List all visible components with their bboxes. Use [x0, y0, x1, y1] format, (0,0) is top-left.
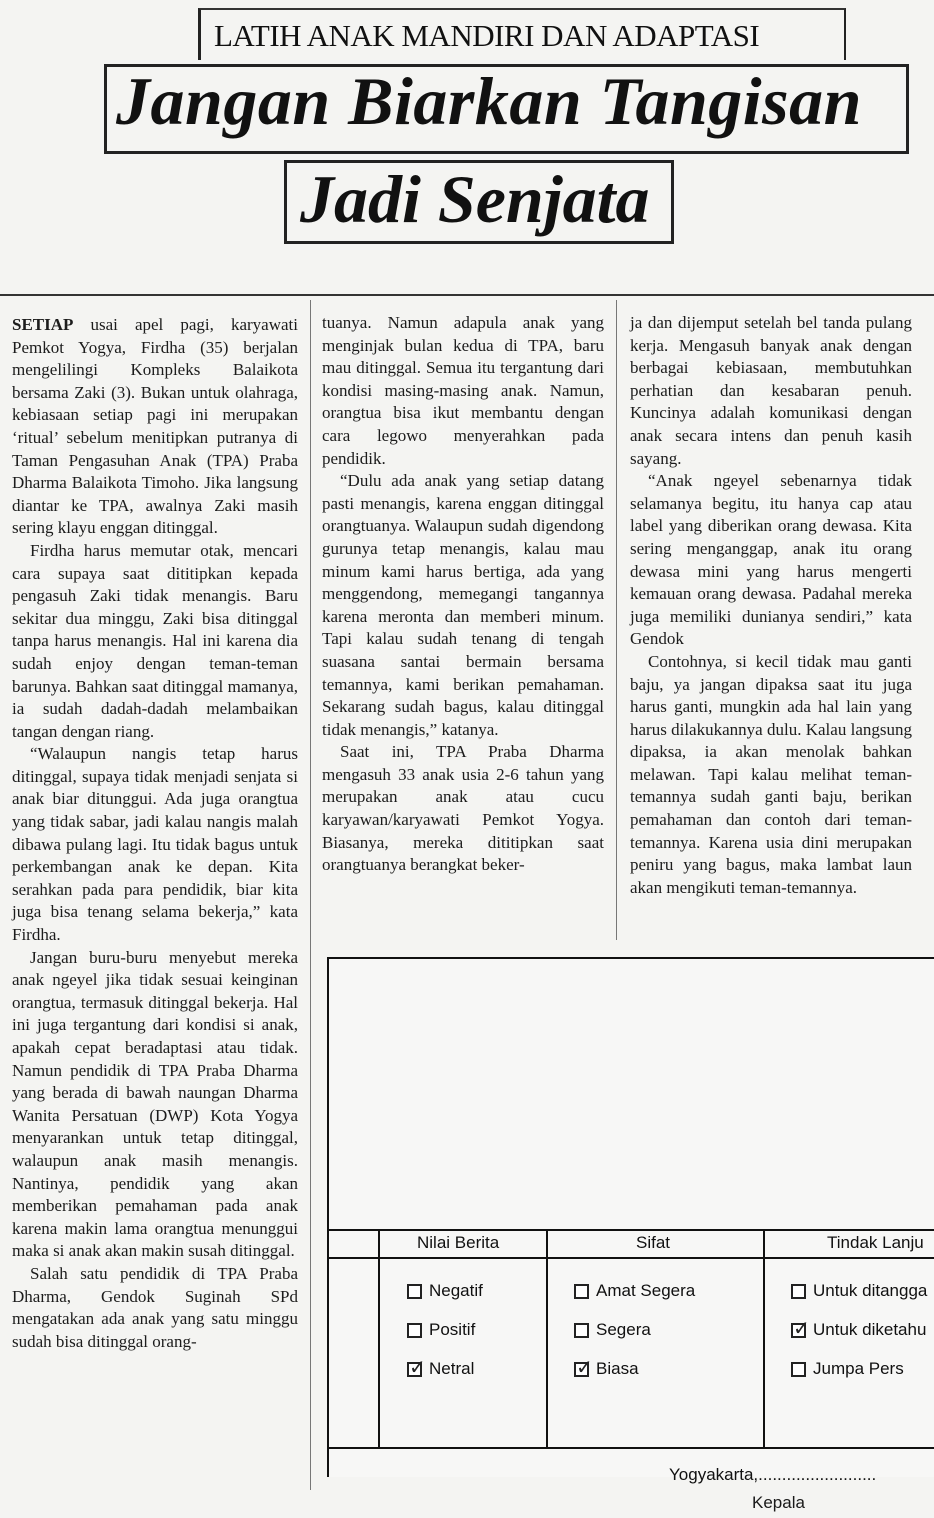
checkbox-checked[interactable] [574, 1356, 593, 1379]
article-column-2 [322, 312, 604, 877]
table-rule [329, 1257, 934, 1259]
paragraph: “Walaupun nangis tetap harus ditinggal, supaya tidak menjadi senjata si anak biar ditunggui. Ada juga orangtua yang tidak sabar, jadi kalau nangis malah dibawa pulang lagi. Itu tidak bagus untuk perkembangan anak ke depan. Kita serahkan pada para pendidik, biar kita juga bisa tenang selama bekerja,” kata Firdha. [12, 744, 298, 945]
headline-line2: Jadi Senjata [300, 161, 650, 237]
check-mark-icon: ✓ [576, 1356, 593, 1379]
check-mark-icon: ✓ [793, 1317, 810, 1340]
paragraph: Salah satu pendidik di TPA Praba Dharma, Gendok Suginah SPd mengatakan ada anak yang satu minggu sudah bisa ditinggal orang- [12, 1263, 298, 1351]
place-date: Yogyakarta,......................... [669, 1465, 877, 1484]
check-mark-icon: ✓ [409, 1356, 426, 1379]
checkbox-checked[interactable] [407, 1356, 426, 1379]
article-column-3 [630, 312, 912, 899]
paragraph: “Anak ngeyel sebenarnya tidak selamanya begitu, itu hanya cap atau label yang diberikan orang dewasa. Kita sering menganggap, anak itu orang dewasa mini yang harus mengerti kemauan orang dewasa. Padahal mereka juga memiliki dunianya sendiri,” kata Gendok [630, 471, 912, 649]
checkbox[interactable] [574, 1284, 589, 1299]
paragraph: “Dulu ada anak yang setiap datang pasti menangis, karena enggan ditinggal orangtuanya. Walaupun sudah digendong gurunya tetap menangis, kalau mau minum kami harus bertiga, ada yang menggendong, memegangi tangannya karena meronta dan memberi minum. Tapi kalau sudah tenang di tengah suasana santai bermain bersama temannya, kami berikan pemahaman. Sekarang sudah bagus, kalau ditinggal tidak menangis,” katanya. [322, 471, 604, 739]
header-tindak-lanjut: Tindak Lanju [827, 1233, 924, 1252]
paragraph: Jangan buru-buru menyebut mereka anak ngeyel jika tidak sesuai keinginan orangtua, termasuk ditinggal bekerja. Hal ini juga tergantung dari kondisi si anak, apakah cepat beradaptasi atau tidak. Namun pendidik di TPA Praba Dharma yang berada di bawah naungan Dharma Wanita Persatuan (DWP) Kota Yogya menyarankan untuk tetap ditinggal, walaupun anak masih menangis. Nantinya, pendidik yang akan memberikan pemahaman pada anak karena makin lama orangtua menunggui maka si anak akan makin susah ditinggal. [12, 947, 298, 1261]
evaluation-table [329, 1229, 934, 1449]
option-segera[interactable] [574, 1320, 651, 1340]
headline-line1: Jangan Biarkan Tangisan [116, 63, 862, 139]
checkbox-checked[interactable] [791, 1317, 810, 1340]
checkbox[interactable] [407, 1323, 422, 1338]
option-label: Untuk ditangga [813, 1281, 928, 1300]
option-label: Positif [429, 1320, 476, 1339]
table-rule [329, 1229, 934, 1231]
paragraph: Firdha harus memutar otak, mencari cara supaya saat dititipkan kepada pengasuh Zaki tidak menangis. Baru sekitar dua minggu, Zaki bisa ditinggal tanpa harus menangis. Hal ini karena dia sudah enjoy dengan teman-teman barunya. Bahkan saat ditinggal mamanya, ia sudah dadah-dadah melambaikan tangan dengan riang. [12, 540, 298, 741]
option-amat-segera[interactable] [574, 1281, 695, 1301]
column-divider [310, 300, 311, 1490]
clipping-stamp [327, 957, 934, 1484]
table-rule [329, 1447, 934, 1449]
table-divider [763, 1229, 765, 1449]
table-divider [546, 1229, 548, 1449]
article-top-rule [0, 294, 934, 296]
paragraph-text: usai apel pagi, karyawati Pemkot Yogya, Firdha (35) berjalan mengelilingi Kompleks Balaikota bersama Zaki (3). Bukan untuk olahraga, kebiasaan setiap pagi ini merupakan ‘ritual’ sebelum menitipkan putranya di Taman Pengasuhan Anak (TPA) Praba Dharma Balaikota Timoho. Jika langsung diantar ke TPA, awalnya Zaki masih sering klayu enggan ditinggal. [12, 315, 298, 538]
column-divider [616, 300, 617, 940]
checkbox[interactable] [407, 1284, 422, 1299]
paragraph: ja dan dijemput setelah bel tanda pulang kerja. Mengasuh banyak anak dengan berbagai kebiasaan, membutuhkan perhatian dan kesabaran penuh. Kuncinya adalah komunikasi dengan anak secara intens dan penuh kasih sayang. [630, 313, 912, 468]
option-label: Biasa [596, 1359, 639, 1378]
option-label: Negatif [429, 1281, 483, 1300]
checkbox[interactable] [574, 1323, 589, 1338]
option-label: Untuk diketahu [813, 1320, 927, 1339]
article-column-1 [12, 314, 298, 1353]
option-negatif[interactable] [407, 1281, 483, 1301]
paragraph: Saat ini, TPA Praba Dharma mengasuh 33 anak usia 2-6 tahun yang merupakan anak atau cucu karyawan/karyawati Pemkot Yogya. Biasanya, mereka dititipkan saat orangtuanya berangkat beker- [322, 742, 604, 875]
option-untuk-diketahui[interactable] [791, 1317, 927, 1340]
checkbox[interactable] [791, 1284, 806, 1299]
header-nilai-berita: Nilai Berita [417, 1233, 500, 1252]
option-jumpa-pers[interactable] [791, 1359, 904, 1379]
option-untuk-ditanggapi[interactable] [791, 1281, 927, 1301]
option-label: Segera [596, 1320, 651, 1339]
lead-word: SETIAP [12, 315, 74, 334]
option-label: Amat Segera [596, 1281, 696, 1300]
paragraph: tuanya. Namun adapula anak yang menginjak bulan kedua di TPA, baru mau ditinggal. Semua itu tergantung dari kondisi masing-masing anak. Namun, orangtua bisa ikut membantu dengan cara legowo menyerahkan pada pendidik. [322, 313, 604, 468]
header-sifat: Sifat [636, 1233, 671, 1252]
signer-title: Kepala [752, 1493, 805, 1512]
option-positif[interactable] [407, 1320, 475, 1340]
paragraph [12, 314, 298, 540]
option-netral[interactable] [407, 1356, 475, 1379]
table-divider [378, 1229, 380, 1449]
option-biasa[interactable] [574, 1356, 639, 1379]
option-label: Jumpa Pers [813, 1359, 904, 1378]
paragraph: Contohnya, si kecil tidak mau ganti baju, ya jangan dipaksa saat itu juga harus ganti, mungkin ada hal lain yang harus dilakukannya dulu. Kalau langsung dipaksa, ia akan menolak bahkan melawan. Tapi kalau melihat teman-temannya sudah ganti baju, berikan pemahaman dan contoh dari teman-temannya. Karena usia dini merupakan peniru yang bagus, maka lambat laun akan mengikuti teman-temannya. [630, 651, 912, 897]
checkbox[interactable] [791, 1362, 806, 1377]
option-label: Netral [429, 1359, 475, 1378]
kicker: LATIH ANAK MANDIRI DAN ADAPTASI [214, 18, 760, 53]
